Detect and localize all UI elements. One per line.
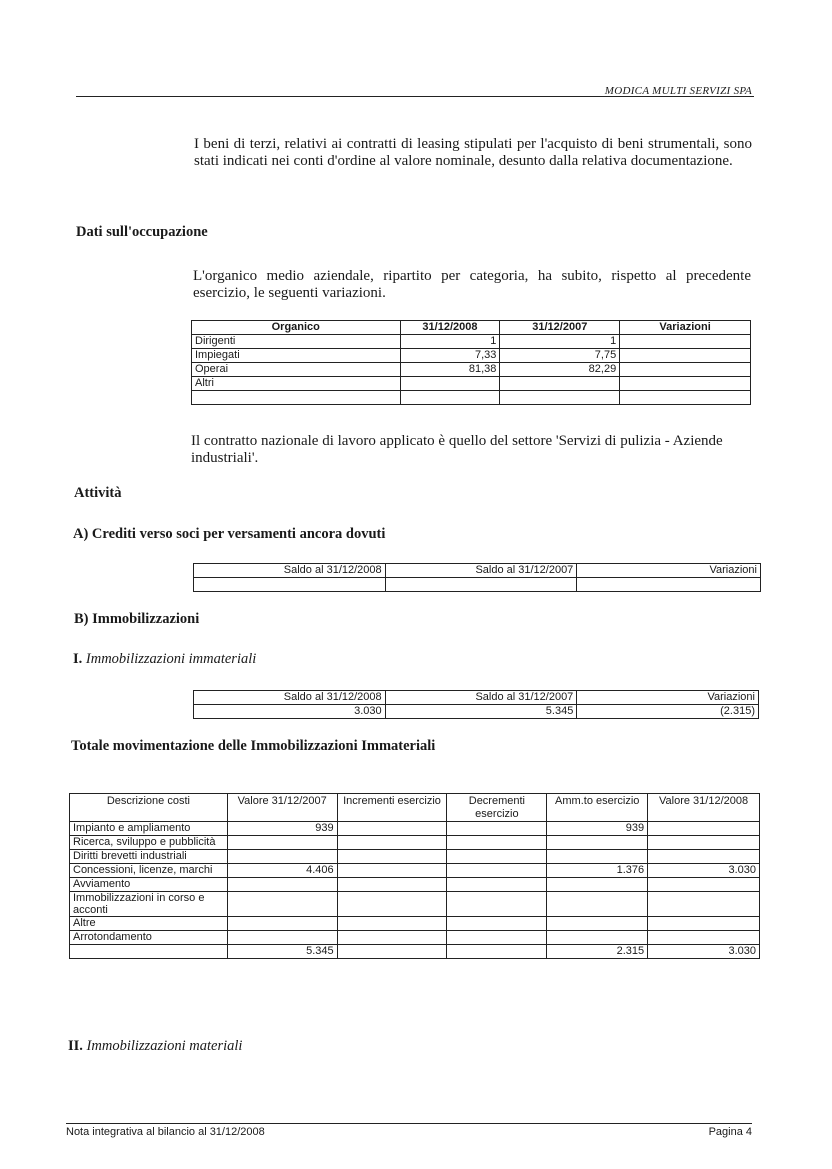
movimentazione-value-cell: [337, 836, 447, 850]
movimentazione-description-cell: Arrotondamento: [70, 931, 228, 945]
movimentazione-value-cell: [447, 878, 547, 892]
movimentazione-value-cell: 939: [547, 822, 648, 836]
table-row: [70, 850, 760, 864]
crediti-table: [193, 563, 761, 592]
movimentazione-value-cell: [447, 850, 547, 864]
movimentazione-value-cell: [547, 850, 648, 864]
movimentazione-value-cell: [227, 917, 337, 931]
organico-value-cell: [500, 377, 620, 391]
immateriali-heading: [73, 651, 256, 668]
immateriali-value-2008: 3.030: [194, 705, 386, 719]
organico-category-cell: Altri: [192, 377, 401, 391]
organico-category-cell: Impiegati: [192, 349, 401, 363]
organico-table: [191, 320, 751, 405]
footer-page-number: Pagina 4: [708, 1126, 752, 1138]
movimentazione-value-cell: [337, 864, 447, 878]
table-row: [70, 892, 760, 917]
movimentazione-value-cell: [447, 822, 547, 836]
movimentazione-description-cell: Impianto e ampliamento: [70, 822, 228, 836]
attivita-heading: Attività: [74, 485, 122, 501]
movimentazione-header-row: [70, 794, 760, 822]
movimentazione-description-cell: Diritti brevetti industriali: [70, 850, 228, 864]
immateriali-header-variazioni: Variazioni: [577, 691, 759, 705]
movimentazione-description-cell: Ricerca, sviluppo e pubblicità: [70, 836, 228, 850]
movimentazione-value-cell: [547, 931, 648, 945]
organico-value-cell: [500, 391, 620, 405]
footer-rule: [66, 1123, 752, 1124]
organico-header-cell: 31/12/2007: [500, 321, 620, 335]
movimentazione-total-cell: [337, 945, 447, 959]
table-row: [70, 931, 760, 945]
movimentazione-header-cell: Descrizione costi: [70, 794, 228, 822]
movimentazione-header-cell: Decrementi esercizio: [447, 794, 547, 822]
organico-value-cell: [620, 391, 751, 405]
immateriali-header-2008: Saldo al 31/12/2008: [194, 691, 386, 705]
movimentazione-header-cell: Valore 31/12/2007: [227, 794, 337, 822]
movimentazione-value-cell: [447, 917, 547, 931]
movimentazione-value-cell: [337, 878, 447, 892]
movimentazione-total-cell: [447, 945, 547, 959]
movimentazione-value-cell: [227, 878, 337, 892]
organico-value-cell: 7,75: [500, 349, 620, 363]
crediti-value-2007: [385, 578, 577, 592]
movimentazione-value-cell: 4.406: [227, 864, 337, 878]
contract-note: Il contratto nazionale di lavoro applicato è quello del settore 'Servizi di pulizia - Aziende industriali'.: [191, 433, 723, 466]
organico-value-cell: [400, 377, 500, 391]
organico-value-cell: 1: [500, 335, 620, 349]
organico-value-cell: [620, 363, 751, 377]
movimentazione-value-cell: [227, 850, 337, 864]
movimentazione-value-cell: 939: [227, 822, 337, 836]
immateriali-value-variazioni: (2.315): [577, 705, 759, 719]
movimentazione-description-cell: Avviamento: [70, 878, 228, 892]
movimentazione-value-cell: 1.376: [547, 864, 648, 878]
immateriali-roman: I.: [73, 651, 83, 667]
materiali-heading: [68, 1038, 242, 1055]
crediti-heading: A) Crediti verso soci per versamenti ancora dovuti: [73, 526, 386, 542]
movimentazione-value-cell: [447, 836, 547, 850]
movimentazione-total-cell: 5.345: [227, 945, 337, 959]
organico-value-cell: 1: [400, 335, 500, 349]
immateriali-title: Immobilizzazioni immateriali: [85, 651, 257, 667]
movimentazione-value-cell: [447, 864, 547, 878]
movimentazione-description-cell: Immobilizzazioni in corso e acconti: [70, 892, 228, 917]
movimentazione-value-cell: [648, 917, 760, 931]
organico-value-cell: 7,33: [400, 349, 500, 363]
organico-value-cell: [620, 349, 751, 363]
movimentazione-value-cell: 3.030: [648, 864, 760, 878]
immobilizzazioni-heading: B) Immobilizzazioni: [74, 611, 200, 627]
crediti-value-variazioni: [577, 578, 761, 592]
immateriali-value-2007: 5.345: [385, 705, 577, 719]
movimentazione-value-cell: [547, 836, 648, 850]
organico-value-cell: [400, 391, 500, 405]
movimentazione-value-cell: [648, 878, 760, 892]
table-row: [192, 391, 751, 405]
table-row: [70, 864, 760, 878]
organico-value-cell: 82,29: [500, 363, 620, 377]
organico-category-cell: [192, 391, 401, 405]
movimentazione-value-cell: [547, 892, 648, 917]
movimentazione-header-cell: Valore 31/12/2008: [648, 794, 760, 822]
crediti-header-variazioni: Variazioni: [577, 564, 761, 578]
table-row: [70, 822, 760, 836]
movimentazione-value-cell: [648, 892, 760, 917]
crediti-value-2008: [194, 578, 386, 592]
footer-text: Nota integrativa al bilancio al 31/12/2008: [66, 1126, 265, 1138]
organico-category-cell: Operai: [192, 363, 401, 377]
table-row: [70, 917, 760, 931]
occupazione-paragraph: L'organico medio aziendale, ripartito per categoria, ha subito, rispetto al precedente esercizio, le seguenti variazioni.: [193, 268, 751, 301]
movimentazione-value-cell: [648, 822, 760, 836]
table-row: [192, 335, 751, 349]
materiali-roman: II.: [68, 1038, 83, 1054]
crediti-header-2007: Saldo al 31/12/2007: [385, 564, 577, 578]
movimentazione-value-cell: [337, 850, 447, 864]
immateriali-table: [193, 690, 759, 719]
table-row: [192, 363, 751, 377]
movimentazione-value-cell: [547, 878, 648, 892]
movimentazione-value-cell: [227, 892, 337, 917]
movimentazione-value-cell: [447, 931, 547, 945]
header-rule: [76, 96, 754, 97]
movimentazione-value-cell: [337, 931, 447, 945]
movimentazione-description-cell: Altre: [70, 917, 228, 931]
movimentazione-heading: Totale movimentazione delle Immobilizzazioni Immateriali: [71, 738, 436, 754]
organico-value-cell: [620, 377, 751, 391]
movimentazione-value-cell: [337, 917, 447, 931]
movimentazione-description-cell: Concessioni, licenze, marchi: [70, 864, 228, 878]
movimentazione-value-cell: [337, 822, 447, 836]
movimentazione-total-cell: [70, 945, 228, 959]
company-header: MODICA MULTI SERVIZI SPA: [604, 85, 752, 97]
movimentazione-value-cell: [547, 917, 648, 931]
movimentazione-total-cell: 2.315: [547, 945, 648, 959]
crediti-header-2008: Saldo al 31/12/2008: [194, 564, 386, 578]
movimentazione-value-cell: [337, 892, 447, 917]
movimentazione-value-cell: [648, 931, 760, 945]
organico-header-row: [192, 321, 751, 335]
table-row: [192, 377, 751, 391]
organico-header-cell: Organico: [192, 321, 401, 335]
table-row: [70, 836, 760, 850]
immateriali-header-2007: Saldo al 31/12/2007: [385, 691, 577, 705]
organico-header-cell: Variazioni: [620, 321, 751, 335]
table-row: [70, 878, 760, 892]
occupazione-heading: Dati sull'occupazione: [76, 224, 208, 240]
movimentazione-value-cell: [227, 836, 337, 850]
movimentazione-total-cell: 3.030: [648, 945, 760, 959]
intro-paragraph: I beni di terzi, relativi ai contratti di leasing stipulati per l'acquisto di beni strumentali, sono stati indicati nei conti d'ordine al valore nominale, desunto dalla relativa documentazione.: [194, 136, 752, 169]
movimentazione-table: [69, 793, 760, 959]
organico-category-cell: Dirigenti: [192, 335, 401, 349]
materiali-title: Immobilizzazioni materiali: [86, 1038, 243, 1054]
movimentazione-value-cell: [648, 850, 760, 864]
movimentazione-header-cell: Amm.to esercizio: [547, 794, 648, 822]
table-row: [192, 349, 751, 363]
organico-value-cell: 81,38: [400, 363, 500, 377]
organico-value-cell: [620, 335, 751, 349]
totals-row: [70, 945, 760, 959]
movimentazione-value-cell: [648, 836, 760, 850]
movimentazione-value-cell: [447, 892, 547, 917]
movimentazione-header-cell: Incrementi esercizio: [337, 794, 447, 822]
organico-header-cell: 31/12/2008: [400, 321, 500, 335]
movimentazione-value-cell: [227, 931, 337, 945]
